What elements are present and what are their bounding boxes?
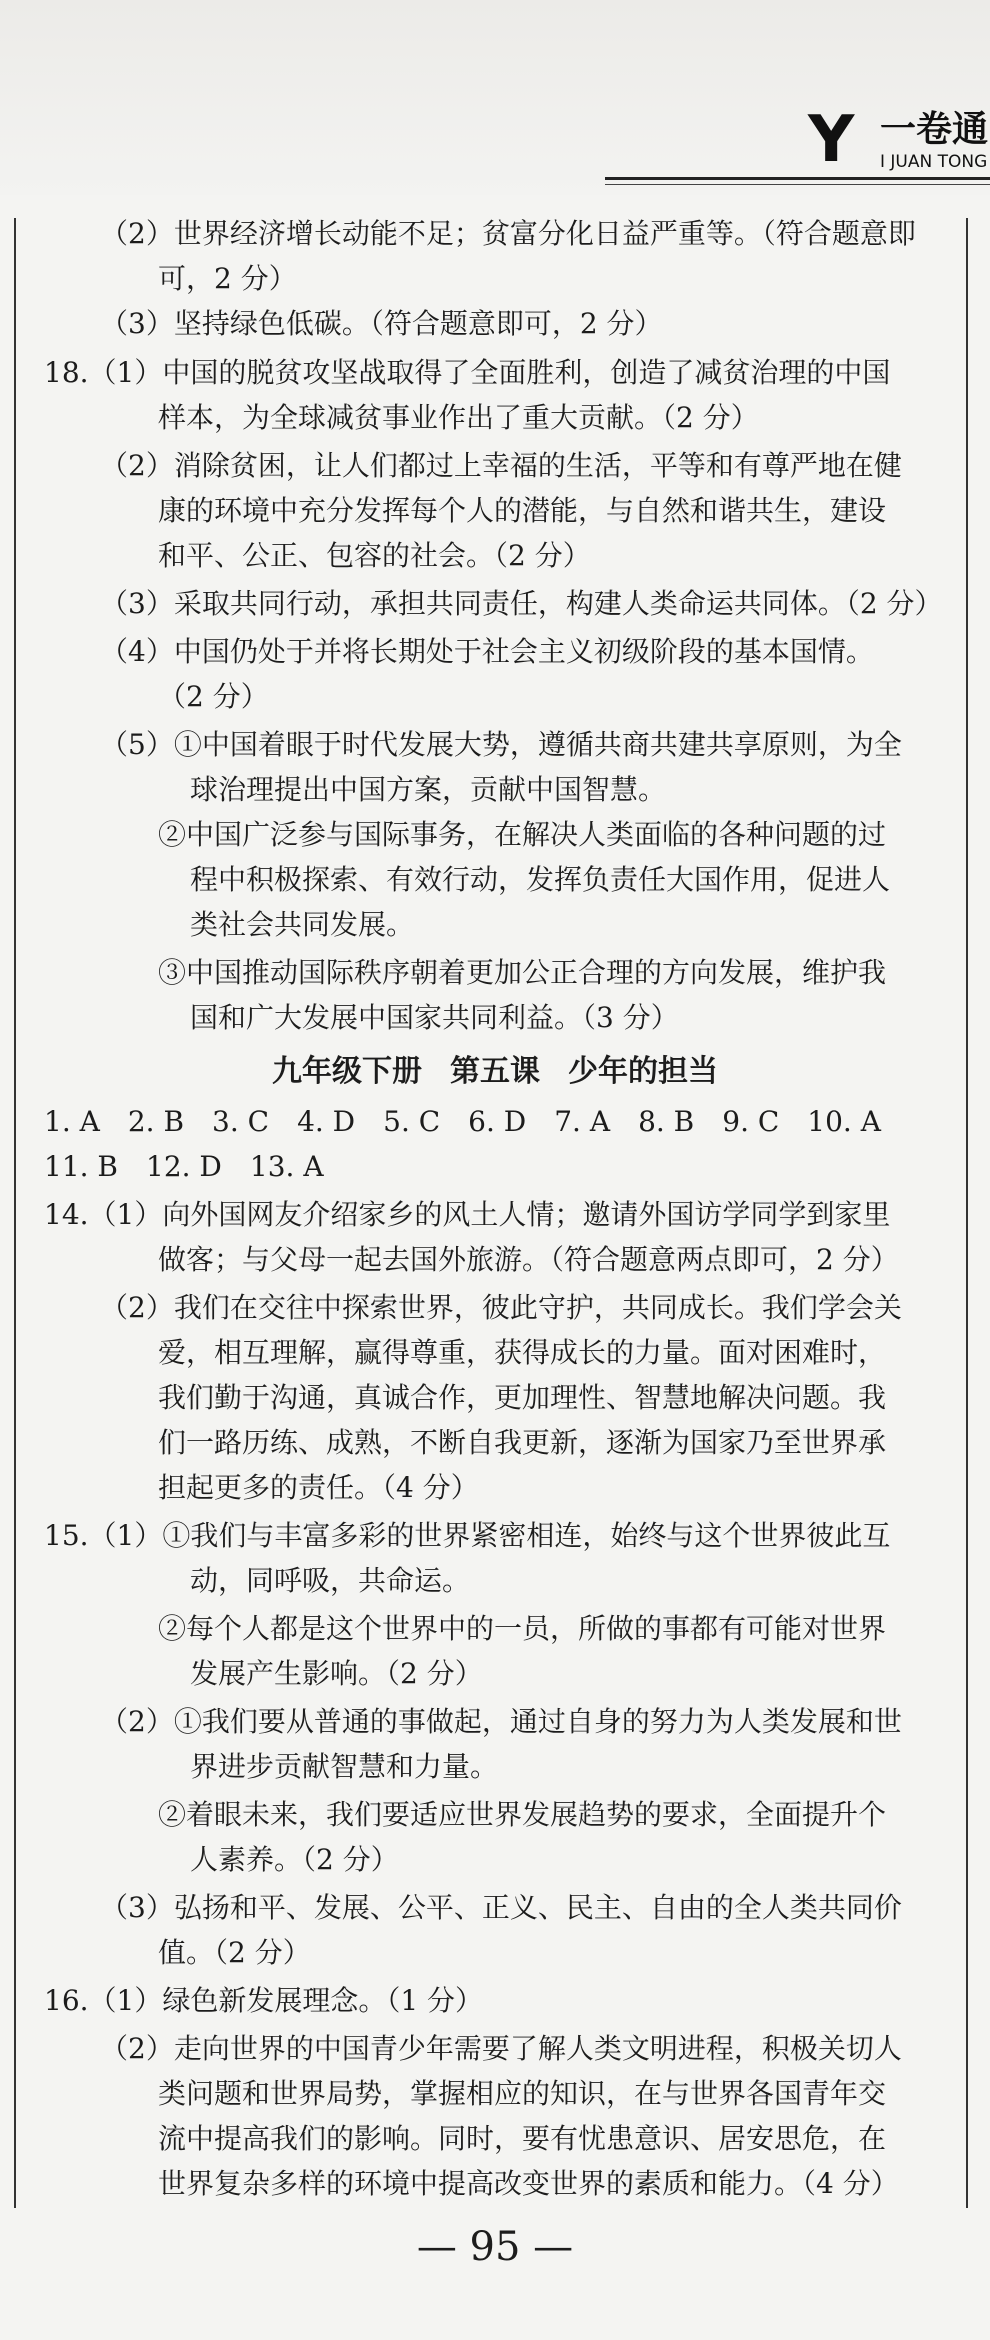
answer-line: 发展产生影响。（2 分） — [190, 1657, 483, 1690]
answer-line: 世界复杂多样的环境中提高改变世界的素质和能力。（4 分） — [158, 2167, 899, 2200]
answer-line: 人素养。（2 分） — [190, 1843, 399, 1876]
left-margin-rule — [14, 218, 16, 2208]
answer-line: 球治理提出中国方案，贡献中国智慧。 — [190, 773, 667, 806]
right-margin-rule — [966, 218, 968, 2208]
brand-logo-subtitle: I JUAN TONG — [880, 152, 988, 172]
answer-line: （3）坚持绿色低碳。（符合题意即可，2 分） — [100, 307, 663, 340]
answer-line: 爱，相互理解，赢得尊重，获得成长的力量。面对困难时， — [158, 1336, 887, 1369]
answer-line: ②中国广泛参与国际事务，在解决人类面临的各种问题的过 — [158, 818, 887, 851]
answer-line: （2）①我们要从普通的事做起，通过自身的努力为人类发展和世 — [100, 1705, 902, 1738]
section-topic: 少年的担当 — [568, 1054, 718, 1089]
answer-line: （5）①中国着眼于时代发展大势，遵循共商共建共享原则，为全 — [100, 728, 902, 761]
answer-line: 14.（1）向外国网友介绍家乡的风土人情；邀请外国访学同学到家里 — [44, 1198, 891, 1231]
answer-line: 可，2 分） — [158, 262, 297, 295]
answer-line: 15.（1）①我们与丰富多彩的世界紧密相连，始终与这个世界彼此互 — [44, 1519, 891, 1552]
brand-logo-text: 一卷通 — [880, 109, 989, 150]
answer-line: 流中提高我们的影响。同时，要有忧患意识、居安思危，在 — [158, 2122, 887, 2155]
choice-answers: 1. A 2. B 3. C 4. D 5. C 6. D 7. A 8. B 9. C 10. A — [44, 1105, 881, 1138]
answer-line: 担起更多的责任。（4 分） — [158, 1471, 479, 1504]
answer-line: 界进步贡献智慧和力量。 — [190, 1750, 499, 1783]
answer-line: 们一路历练、成熟，不断自我更新，逐渐为国家乃至世界承 — [158, 1426, 887, 1459]
answer-line: （2）我们在交往中探索世界，彼此守护，共同成长。我们学会关 — [100, 1291, 902, 1324]
answer-line: 16.（1）绿色新发展理念。（1 分） — [44, 1984, 484, 2017]
answer-line: （3）弘扬和平、发展、公平、正义、民主、自由的全人类共同价 — [100, 1891, 902, 1924]
answer-line: （2 分） — [158, 680, 269, 713]
answer-line: 类社会共同发展。 — [190, 908, 415, 941]
answer-line: 国和广大发展中国家共同利益。（3 分） — [190, 1001, 679, 1034]
answer-line: （2）世界经济增长动能不足；贫富分化日益严重等。（符合题意即 — [100, 217, 916, 250]
answer-line: 类问题和世界局势，掌握相应的知识，在与世界各国青年交 — [158, 2077, 887, 2110]
choice-answers: 11. B 12. D 13. A — [44, 1150, 324, 1183]
answer-line: （2）走向世界的中国青少年需要了解人类文明进程，积极关切人 — [100, 2032, 902, 2065]
answer-line: 康的环境中充分发挥每个人的潜能，与自然和谐共生，建设 — [158, 494, 887, 527]
answer-line: （2）消除贫困，让人们都过上幸福的生活，平等和有尊严地在健 — [100, 449, 902, 482]
answer-line: 和平、公正、包容的社会。（2 分） — [158, 539, 591, 572]
page-number: — 95 — — [416, 2224, 574, 2270]
answer-line: 程中积极探索、有效行动，发挥负责任大国作用，促进人 — [190, 863, 891, 896]
answer-line: （3）采取共同行动，承担共同责任，构建人类命运共同体。（2 分） — [100, 587, 943, 620]
answer-line: ②着眼未来，我们要适应世界发展趋势的要求，全面提升个 — [158, 1798, 887, 1831]
section-grade: 九年级下册 — [272, 1054, 422, 1089]
brand-logo-letter: Y — [808, 103, 855, 177]
header-rule-thin — [605, 184, 990, 185]
answer-line: 做客；与父母一起去国外旅游。（符合题意两点即可，2 分） — [158, 1243, 899, 1276]
answer-line: 值。（2 分） — [158, 1936, 311, 1969]
answer-line: 样本，为全球减贫事业作出了重大贡献。（2 分） — [158, 401, 759, 434]
answer-line: 我们勤于沟通，真诚合作，更加理性、智慧地解决问题。我 — [158, 1381, 887, 1414]
section-title — [0, 1050, 990, 1094]
answer-line: ②每个人都是这个世界中的一员，所做的事都有可能对世界 — [158, 1612, 887, 1645]
header-rule — [605, 177, 990, 180]
answer-line: 18.（1）中国的脱贫攻坚战取得了全面胜利，创造了减贫治理的中国 — [44, 356, 891, 389]
answer-line: （4）中国仍处于并将长期处于社会主义初级阶段的基本国情。 — [100, 635, 874, 668]
section-lesson: 第五课 — [450, 1054, 540, 1089]
answer-line: 动，同呼吸，共命运。 — [190, 1564, 471, 1597]
answer-line: ③中国推动国际秩序朝着更加公正合理的方向发展，维护我 — [158, 956, 887, 989]
